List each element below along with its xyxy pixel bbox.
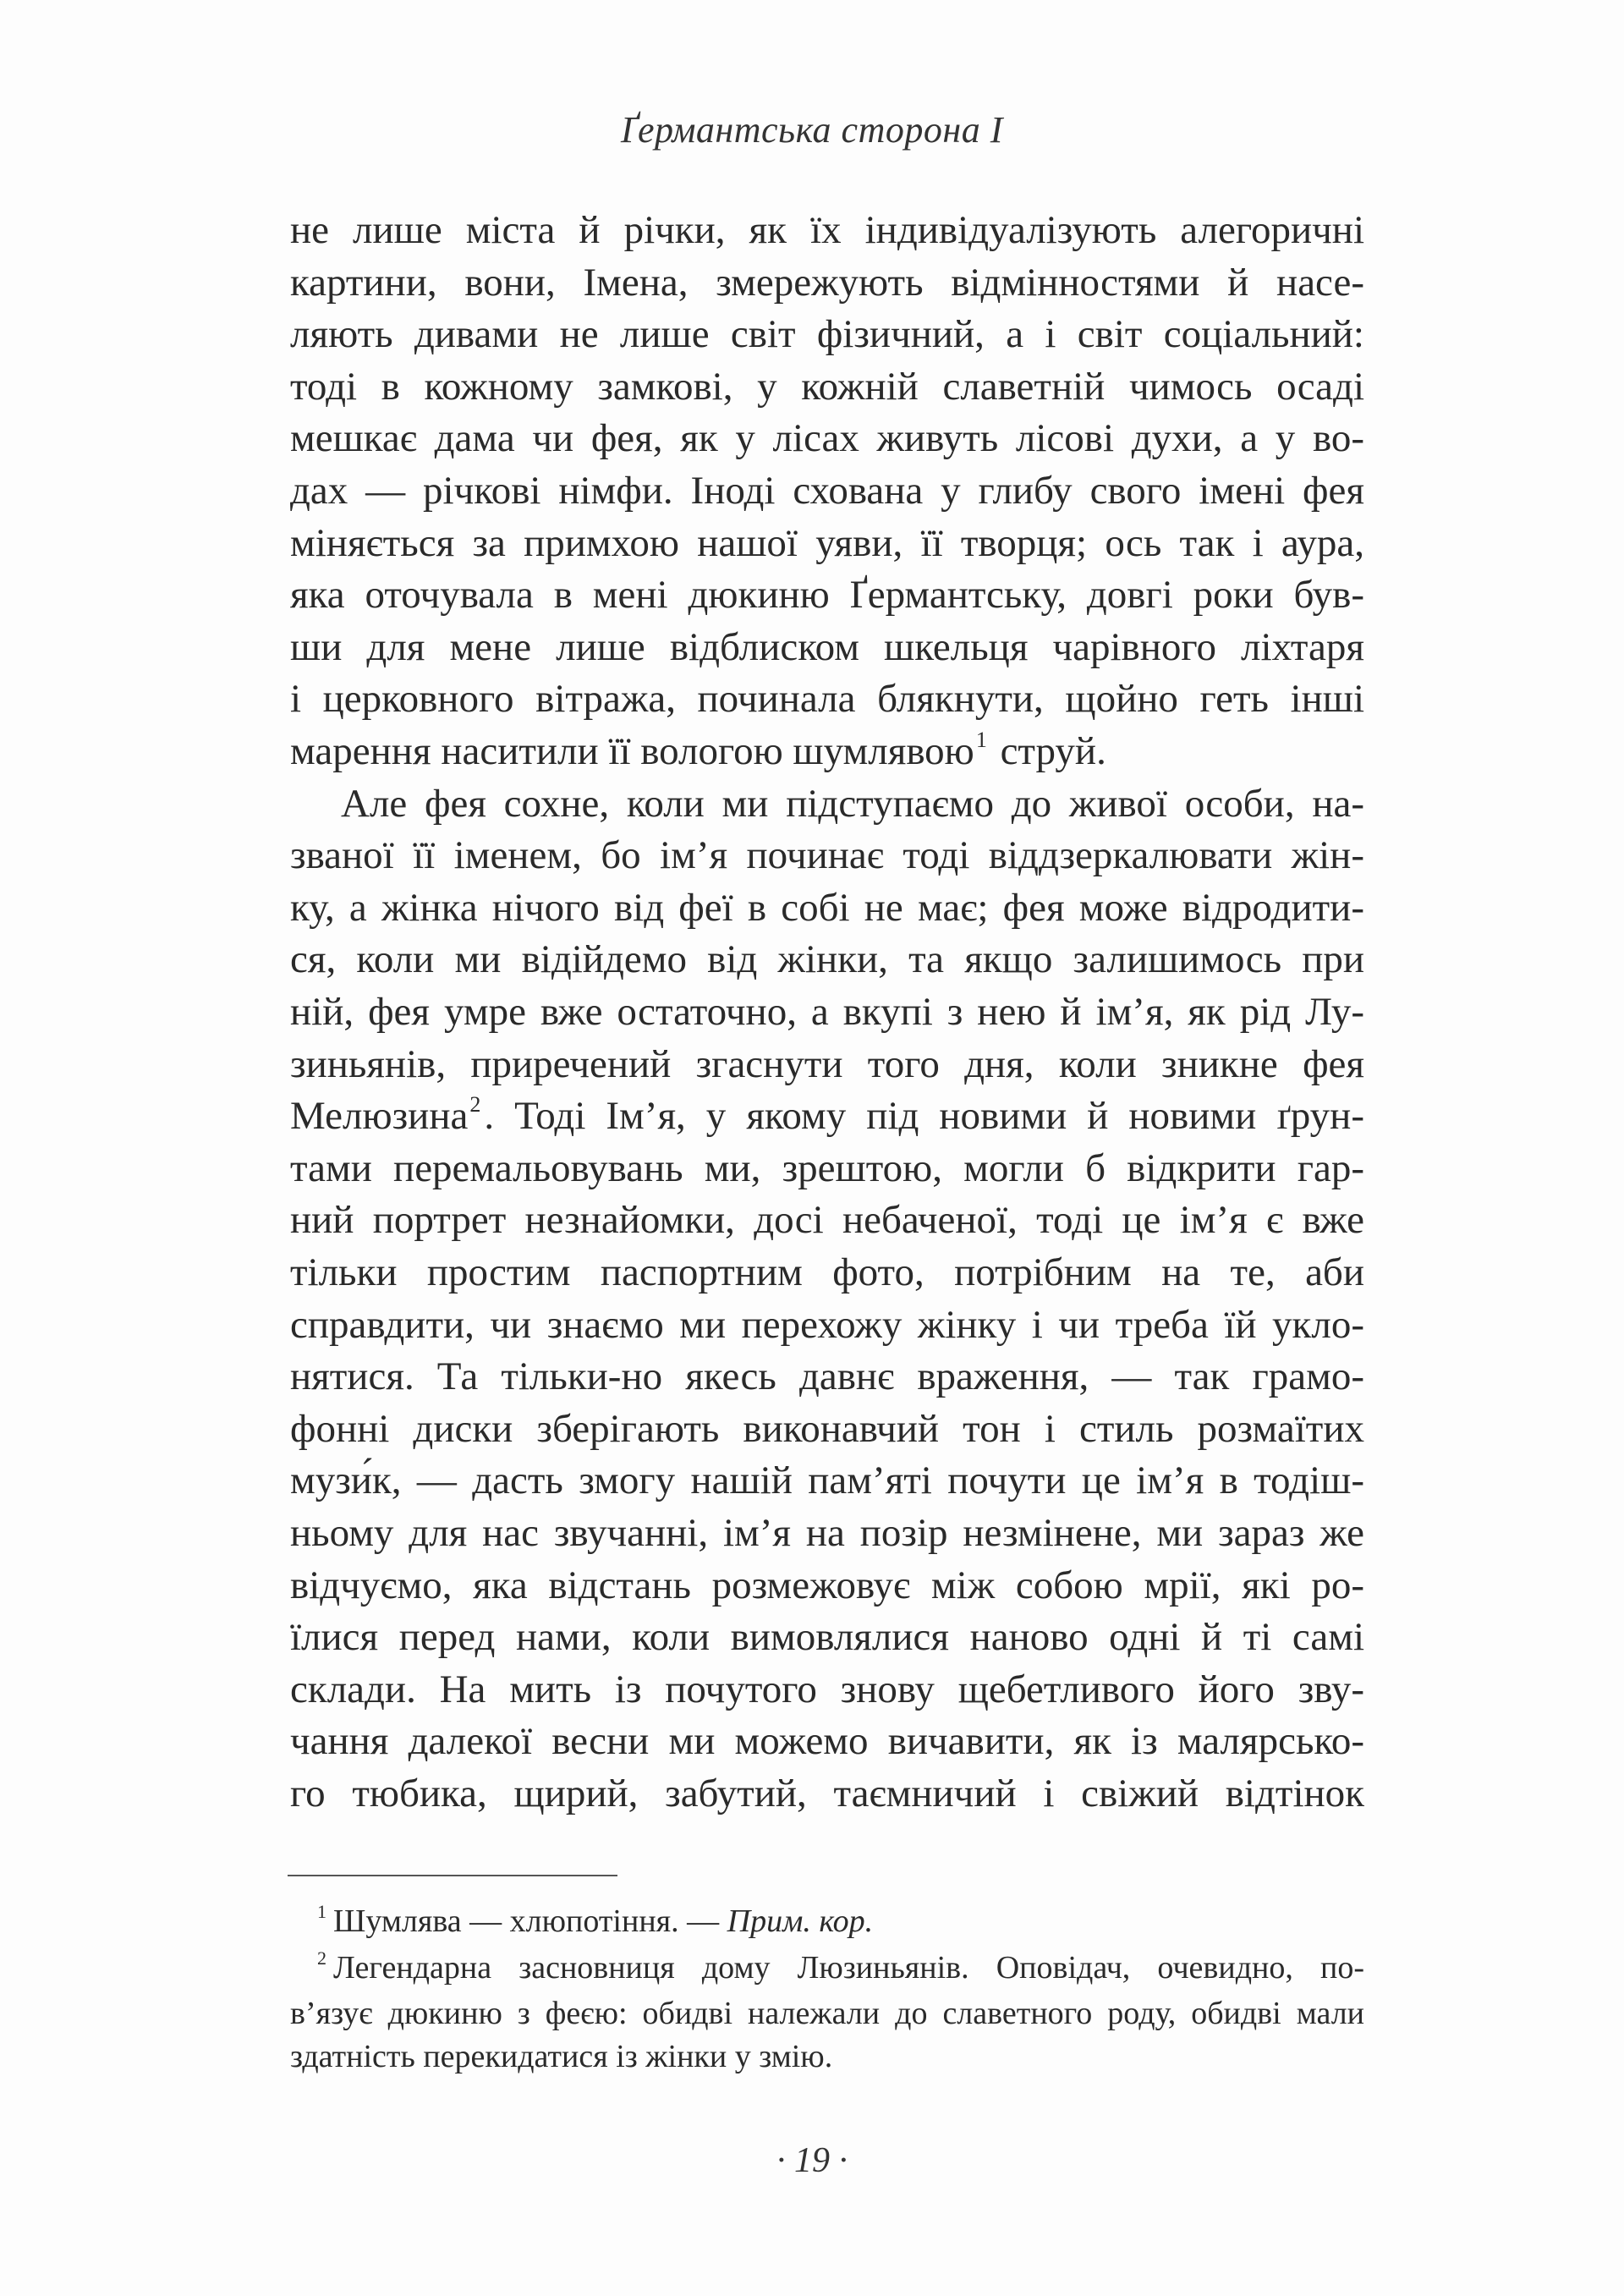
text-line: го тюбика, щирий, забутий, таємничий і свіжий відтінок <box>290 1771 1364 1815</box>
text-span: марення наситили її вологою шумлявою <box>290 729 974 773</box>
text-line: ку, а жінка нічого від феї в собі не має; фея може відродити- <box>290 885 1364 930</box>
text-line: нятися. Та тільки-но якесь давнє враження, — так грамо- <box>290 1354 1364 1399</box>
text-line: відчуємо, яка відстань розмежовує між собою мрії, які ро- <box>290 1563 1364 1607</box>
paragraph-start-line: Але фея сохне, коли ми підступаємо до живої особи, на- <box>341 781 1364 826</box>
footnote-2-line: в’язує дюкиню з феєю: обидві належали до славетного роду, обидві мали <box>290 1996 1364 2031</box>
footnote-mark: 2 <box>317 1947 326 1969</box>
text-line: дах — річкові німфи. Іноді схована у глибу свого імені фея <box>290 469 1364 513</box>
text-line: тоді в кожному замкові, у кожній славетній чимось осаді <box>290 364 1364 409</box>
text-line: склади. На мить із почутого знову щебетливого його зву- <box>290 1667 1364 1711</box>
text-line: мешкає дама чи фея, як у лісах живуть лісові духи, а у во- <box>290 416 1364 461</box>
running-head: Ґермантська сторона I <box>621 109 1003 151</box>
footnote-text: Шумлява — хлюпотіння. — <box>333 1903 727 1939</box>
text-line: ляють дивами не лише світ фізичний, а і світ соціальний: <box>290 312 1364 357</box>
text-line: ньому для нас звучанні, ім’я на позір незмінене, ми зараз же <box>290 1511 1364 1555</box>
text-line: ний портрет незнайомки, досі небаченої, тоді це ім’я є вже <box>290 1198 1364 1243</box>
text-line: яка оточувала в мені дюкиню Ґермантську, довгі роки був- <box>290 573 1364 618</box>
text-line: і церковного вітража, починала блякнути, щойно геть інші <box>290 677 1364 722</box>
text-line: ній, фея умре вже остаточно, а вкупі з нею й ім’я, як рід Лу- <box>290 990 1364 1034</box>
text-line: тільки простим паспортним фото, потрібним на те, аби <box>290 1250 1364 1294</box>
footnote-attribution: Прим. кор. <box>727 1903 874 1939</box>
text-span: Мелюзина <box>290 1094 469 1139</box>
footnote-2-line: здатність перекидатися із жінки у змію. <box>290 2039 833 2074</box>
text-line: не лише міста й річки, як їх індивідуалізують алегоричні <box>290 208 1364 252</box>
text-line: їлися перед нами, коли вимовлялися наново одні й ті самі <box>290 1615 1364 1660</box>
text-line: фонні диски зберігають виконавчий тон і стиль розмаїтих <box>290 1406 1364 1451</box>
footnote-text: Легендарна засновниця дому Люзиньянів. Оповідач, очевидно, по- <box>333 1950 1364 1986</box>
footnote-ref-2[interactable]: 2 <box>469 1092 481 1118</box>
text-line: ся, коли ми відійдемо від жінки, та якщо залишимось при <box>290 937 1364 982</box>
page-number: · 19 · <box>776 2141 848 2180</box>
footnote-mark: 1 <box>317 1901 326 1922</box>
text-line: справдити, чи знаємо ми перехожу жінку і чи треба їй укло- <box>290 1302 1364 1347</box>
text-line <box>290 1090 1364 1143</box>
text-line <box>290 726 1364 778</box>
footnote-separator <box>288 1875 617 1876</box>
text-span: . Тоді Ім’я, у якому під новими й новими ґрун- <box>484 1094 1364 1139</box>
footnote-1 <box>317 1899 1364 1944</box>
text-span: струй. <box>990 729 1106 773</box>
text-line: музи́к, — дасть змогу нашій пам’яті почути це ім’я в тодіш- <box>290 1458 1364 1503</box>
text-line: міняється за примхою нашої уяви, її творця; ось так і аура, <box>290 520 1364 565</box>
text-line: зиньянів, приречений згаснути того дня, коли зникне фея <box>290 1041 1364 1086</box>
text-line: званої її іменем, бо ім’я починає тоді віддзеркалювати жін- <box>290 833 1364 878</box>
text-line: тами перемальовувань ми, зрештою, могли б відкрити гар- <box>290 1145 1364 1190</box>
text-line: чання далекої весни ми можемо вичавити, як із малярсько- <box>290 1719 1364 1764</box>
footnote-ref-1[interactable]: 1 <box>975 728 987 752</box>
footnote-2 <box>317 1946 1364 1991</box>
text-line: картини, вони, Імена, змережують відмінностями й насе- <box>290 260 1364 305</box>
text-line: ши для мене лише відблиском шкельця чарівного ліхтаря <box>290 624 1364 669</box>
